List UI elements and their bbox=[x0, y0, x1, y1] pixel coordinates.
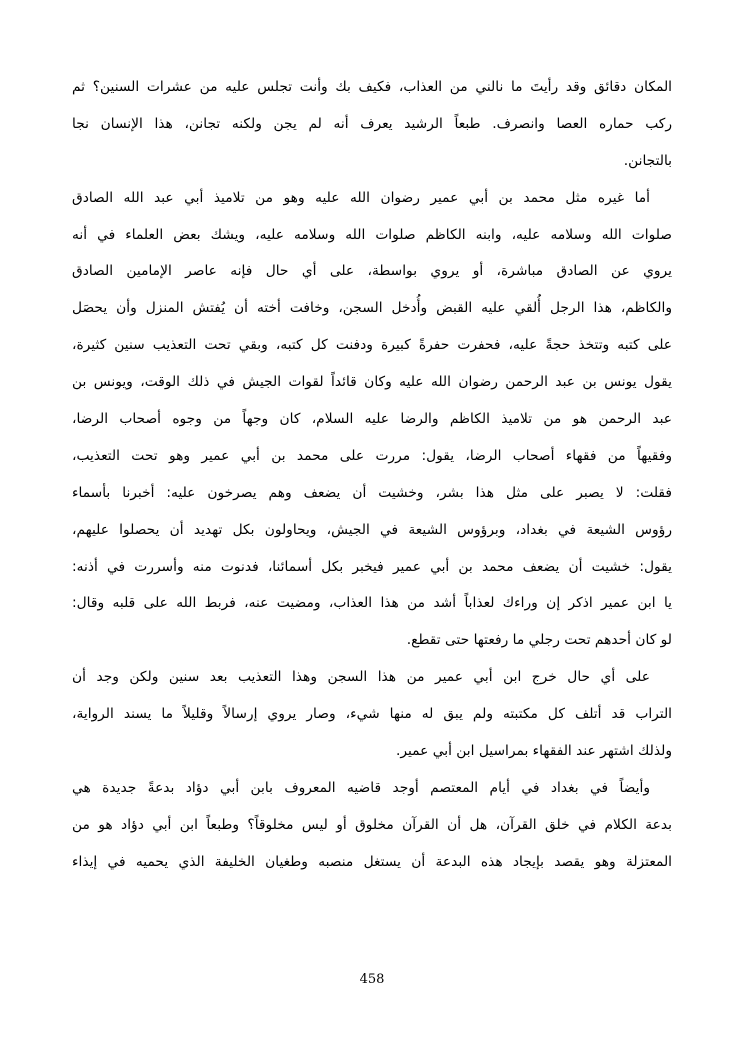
paragraph-1 bbox=[72, 69, 672, 180]
text-line: يا ابن عمير اذكر إن وراءك لعذاباً أشد من هذا العذاب، ومضيت عنه، فربط الله على قلبه وقال: bbox=[72, 595, 672, 612]
text-line: التراب قد أتلف كل مكتبته ولم يبق له منها شيء، وصار يروي إرسالاً وقليلاً ما يسند الرواية، bbox=[72, 706, 672, 723]
text-line: يقول يونس بن عبد الرحمن رضوان الله عليه وكان قائداً لقوات الجيش في ذلك الوقت، ويونس بن bbox=[72, 374, 672, 391]
text-line: ولذلك اشتهر عند الفقهاء بمراسيل ابن أبي عمير. bbox=[395, 743, 672, 760]
text-line: رؤوس الشيعة في بغداد، وبرؤوس الشيعة في الجيش، ويحاولون بكل تهديد أن يحصلوا عليهم، bbox=[72, 521, 672, 538]
text-line: بدعة الكلام في خلق القرآن، هل أن القرآن مخلوق أو ليس مخلوقاً؟ وطبعاً ابن أبي دؤاد هو من bbox=[72, 816, 672, 833]
text-line: أما غيره مثل محمد بن أبي عمير رضوان الله عليه وهو من تلاميذ أبي عبد الله الصادق bbox=[72, 189, 650, 206]
text-line: بالتجانن. bbox=[623, 152, 672, 169]
text-line: وفقيهاً من فقهاء أصحاب الرضا، يقول: مررت على محمد بن أبي عمير وهو تحت التعذيب، bbox=[72, 447, 672, 464]
text-line: والكاظم، هذا الرجل أُلقي عليه القبض وأُدخل السجن، وخافت أخته أن يُفتش المنزل وأن يحصَل bbox=[72, 300, 672, 317]
text-line: ركب حماره العصا وانصرف. طبعاً الرشيد يعرف أنه لم يجن ولكنه تجانن، هذا الإنسان نجا bbox=[72, 115, 672, 132]
text-line: يروي عن الصادق مباشرة، أو يروي بواسطة، على أي حال فإنه عاصر الإمامين الصادق bbox=[72, 263, 672, 280]
text-line: وأيضاً في بغداد في أيام المعتصم أوجد قاضيه المعروف بابن أبي دؤاد بدعةً جديدة هي bbox=[72, 779, 650, 796]
paragraph-3 bbox=[72, 659, 672, 770]
paragraph-4 bbox=[72, 770, 672, 881]
text-line: على أي حال خرج ابن أبي عمير من هذا السجن وهذا التعذيب بعد سنين ولكن وجد أن bbox=[72, 669, 650, 686]
page-body bbox=[72, 69, 672, 881]
text-line: لو كان أحدهم تحت رجلي ما رفعتها حتى تقطع. bbox=[406, 632, 672, 649]
text-line: على كتبه وتتخذ حجةً عليه، فحفرت حفرةً كبيرة ودفنت كل كتبه، وبقي تحت التعذيب سنين كثيرة، bbox=[72, 337, 672, 354]
text-line: فقلت: لا يصبر على مثل هذا بشر، وخشيت أن يضعف وهم يصرخون عليه: أخبرنا بأسماء bbox=[72, 484, 672, 501]
paragraph-2 bbox=[72, 180, 672, 660]
text-line: عبد الرحمن هو من تلاميذ الكاظم والرضا عليه السلام، كان وجهاً من وجوه أصحاب الرضا، bbox=[72, 411, 672, 428]
text-line: المكان دقائق وقد رأيتَ ما نالني من العذاب، فكيف بك وأنت تجلس عليه من عشرات السنين؟ ثم bbox=[72, 79, 672, 95]
text-line: يقول: خشيت أن يضعف محمد بن أبي عمير فيخبر بكل أسمائنا، فدنوت منه وأسررت في أذنه: bbox=[72, 558, 672, 575]
page-number: 458 bbox=[359, 972, 385, 987]
text-line: صلوات الله وسلامه عليه، وابنه الكاظم صلوات الله وسلامه عليه، ويشك بعض العلماء في أنه bbox=[72, 226, 672, 243]
text-line: المعتزلة وهو يقصد بإيجاد هذه البدعة أن يستغل منصبه وطغيان الخليفة الذي يحميه في إيذاء bbox=[72, 853, 672, 870]
